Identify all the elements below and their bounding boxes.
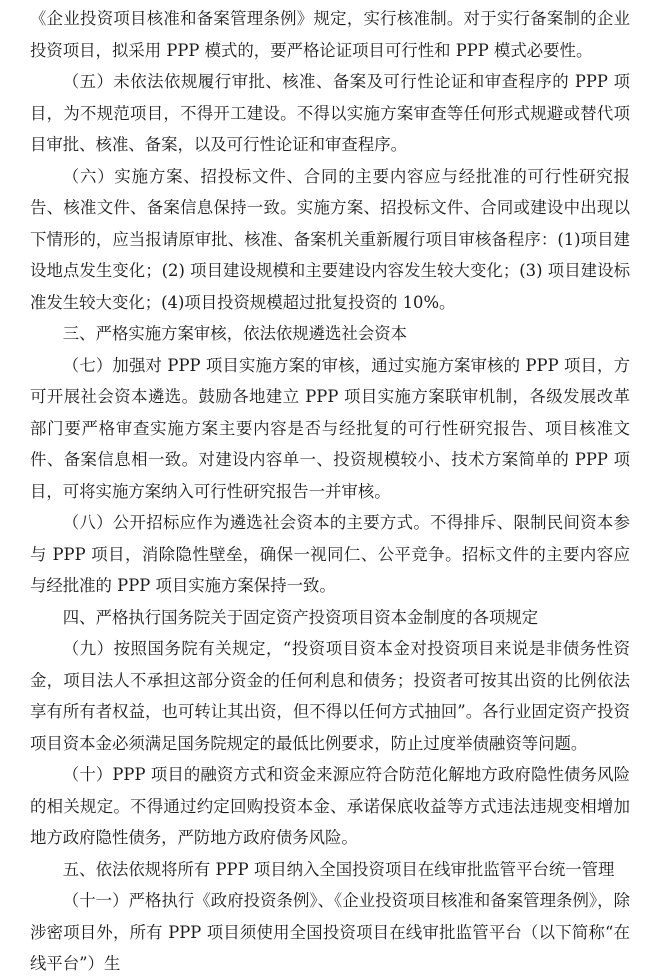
- paragraph-9: （九）按照国务院有关规定，“投资项目资本金对投资项目来说是非债务性资金，项目法人不承担这部分资金的任何利息和债务；投资者可按其出资的比例依法享有所有者权益，也可转让其出资，但不得以任何方式抽回”。各行业固定资产投资项目资本金必须满足国务院规定的最低比例要求，防止过度举债融资等问题。: [30, 639, 630, 753]
- paragraph-5: （五）未依法依规履行审批、核准、备案及可行性论证和审查程序的 PPP 项目，为不规范项目，不得开工建设。不得以实施方案审查等任何形式规避或替代项目审批、核准、备案，以及可行性论证和审查程序。: [30, 72, 630, 154]
- section-heading-5: 五、依法依规将所有 PPP 项目纳入全国投资项目在线审批监管平台统一管理: [62, 859, 615, 879]
- section-heading-3: 三、严格实施方案审核，依法依规遴选社会资本: [62, 324, 407, 343]
- paragraph-11: （十一）严格执行《政府投资条例》、《企业投资项目核准和备案管理条例》，除涉密项目外，所有 PPP 项目须使用全国投资项目在线审批监管平台（以下简称“在线平台”）生: [30, 891, 630, 973]
- paragraph-10: （十）PPP 项目的融资方式和资金来源应符合防范化解地方政府隐性债务风险的相关规定。不得通过约定回购投资本金、承诺保底收益等方式违法违规变相增加地方政府隐性债务，严防地方政府债务风险。: [30, 765, 630, 847]
- paragraph-6: （六）实施方案、招投标文件、合同的主要内容应与经批准的可行性研究报告、核准文件、备案信息保持一致。实施方案、招投标文件、合同或建设中出现以下情形的，应当报请原审批、核准、备案机关重新履行项目审核备程序：(1)项目建设地点发生变化；(2) 项目建设规模和主要建设内容发生较大变化；(3) 项目建设标准发生较大变化；(4)项目投资规模超过批复投资的 10%。: [30, 166, 630, 312]
- paragraph-8: （八）公开招标应作为遴选社会资本的主要方式。不得排斥、限制民间资本参与 PPP 项目，消除隐性壁垒，确保一视同仁、公平竞争。招标文件的主要内容应与经批准的 PPP 项目实施方案保持一致。: [30, 513, 630, 595]
- section-heading-4: 四、严格执行国务院关于固定资产投资项目资本金制度的各项规定: [62, 607, 539, 627]
- paragraph-7: （七）加强对 PPP 项目实施方案的审核，通过实施方案审核的 PPP 项目，方可开展社会资本遴选。鼓励各地建立 PPP 项目实施方案联审机制，各级发展改革部门要严格审查实施方案主要内容是否与经批复的可行性研究报告、项目核准文件、备案信息相一致。对建设内容单一、投资规模较小、技术方案简单的 PPP 项目，可将实施方案纳入可行性研究报告一并审核。: [30, 355, 630, 501]
- paragraph-1: 《企业投资项目核准和备案管理条例》规定，实行核准制。对于实行备案制的企业投资项目，拟采用 PPP 模式的，要严格论证项目可行性和 PPP 模式必要性。: [30, 9, 630, 60]
